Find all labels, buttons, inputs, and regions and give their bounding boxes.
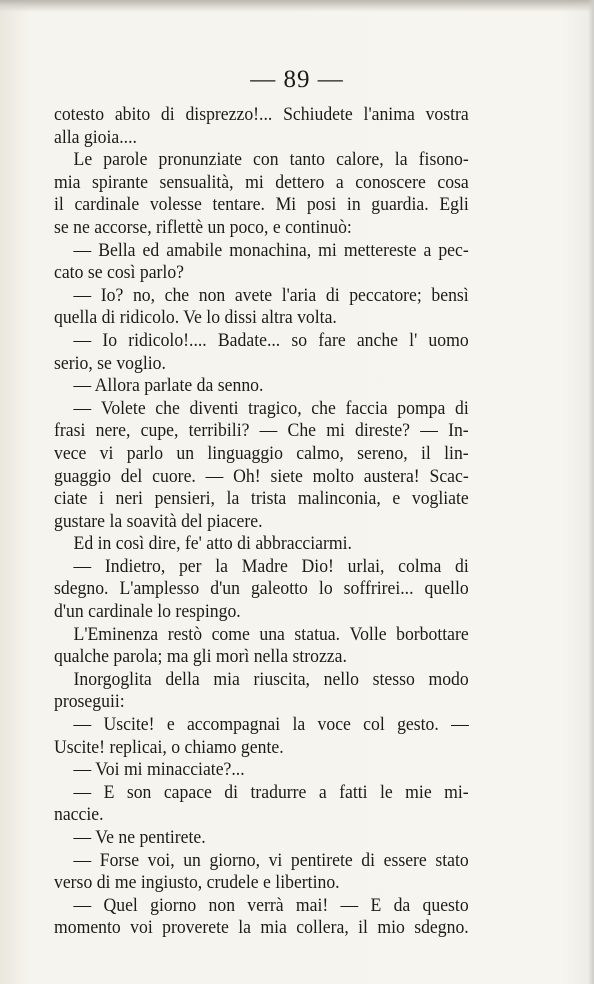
text-line: cotesto abito di disprezzo!... Schiudete l'anima vostra <box>54 104 469 125</box>
text-line: Ed in così dire, fe' atto di abbracciarmi. <box>73 533 352 555</box>
text-line: Le parole pronunziate con tanto calore, la fisono- <box>73 149 469 171</box>
text-line: — Voi mi minacciate?... <box>73 759 245 781</box>
page-right-edge <box>588 0 594 984</box>
text-line: cato se così parlo? <box>54 262 185 284</box>
text-line: Uscite! replicai, o chiamo gente. <box>54 736 284 758</box>
text-line: momento voi proverete la mia collera, il mio sdegno. <box>54 917 469 939</box>
text-line: ciate i neri pensieri, la trista malinconia, e vogliate <box>54 488 469 510</box>
text-line: — Ve ne pentirete. <box>73 827 206 848</box>
text-line: — Io? no, che non avete l'aria di peccatore; bensì <box>73 284 469 306</box>
text-line: — E son capace di tradurre a fatti le mie mi- <box>73 781 469 803</box>
text-line: mia spirante sensualità, mi dettero a conoscere cosa <box>54 171 469 193</box>
text-line: verso di me ingiusto, crudele e libertino. <box>54 872 340 894</box>
text-line: d'un cardinale lo respingo. <box>54 601 241 623</box>
page-top-edge <box>0 0 594 12</box>
text-line: serio, se voglio. <box>54 352 166 374</box>
text-line: qualche parola; ma gli morì nella strozza. <box>54 646 347 668</box>
text-line: — Uscite! e accompagnai la voce col gesto. — <box>73 714 469 736</box>
text-line: — Quel giorno non verrà mai! — E da questo <box>73 894 469 916</box>
text-line: proseguii: <box>54 691 125 713</box>
text-line: guaggio del cuore. — Oh! siete molto austera! Scac- <box>54 465 469 487</box>
text-line: alla gioia.... <box>54 126 137 148</box>
page-number: — 89 — <box>250 66 344 93</box>
body-text <box>54 104 469 940</box>
text-line: L'Eminenza restò come una statua. Volle borbottare <box>73 623 469 645</box>
text-line: — Io ridicolo!.... Badate... so fare anche l' uomo <box>73 329 469 351</box>
text-line: sdegno. L'amplesso d'un galeotto lo soffrirei... quello <box>54 578 469 600</box>
text-line: — Allora parlate da senno. <box>73 375 264 397</box>
text-line: naccie. <box>54 804 104 826</box>
text-line: quella di ridicolo. Ve lo dissi altra volta. <box>54 307 337 329</box>
text-line: — Volete che diventi tragico, che faccia pompa di <box>73 397 469 419</box>
text-line: frasi nere, cupe, terribili? — Che mi direste? — In- <box>54 420 469 442</box>
text-line: — Forse voi, un giorno, vi pentirete di essere stato <box>73 849 469 871</box>
text-line: gustare la soavità del piacere. <box>54 510 263 532</box>
text-line: — Bella ed amabile monachina, mi mettereste a pec- <box>73 239 469 261</box>
text-line: — Indietro, per la Madre Dio! urlai, colma di <box>73 555 469 577</box>
text-line: Inorgoglita della mia riuscita, nello stesso modo <box>73 668 469 690</box>
text-line: se ne accorse, riflettè un poco, e continuò: <box>54 216 352 238</box>
text-line: il cardinale volesse tentare. Mi posi in guardia. Egli <box>54 194 469 216</box>
text-line: vece vi parlo un linguaggio calmo, sereno, il lin- <box>54 442 469 464</box>
